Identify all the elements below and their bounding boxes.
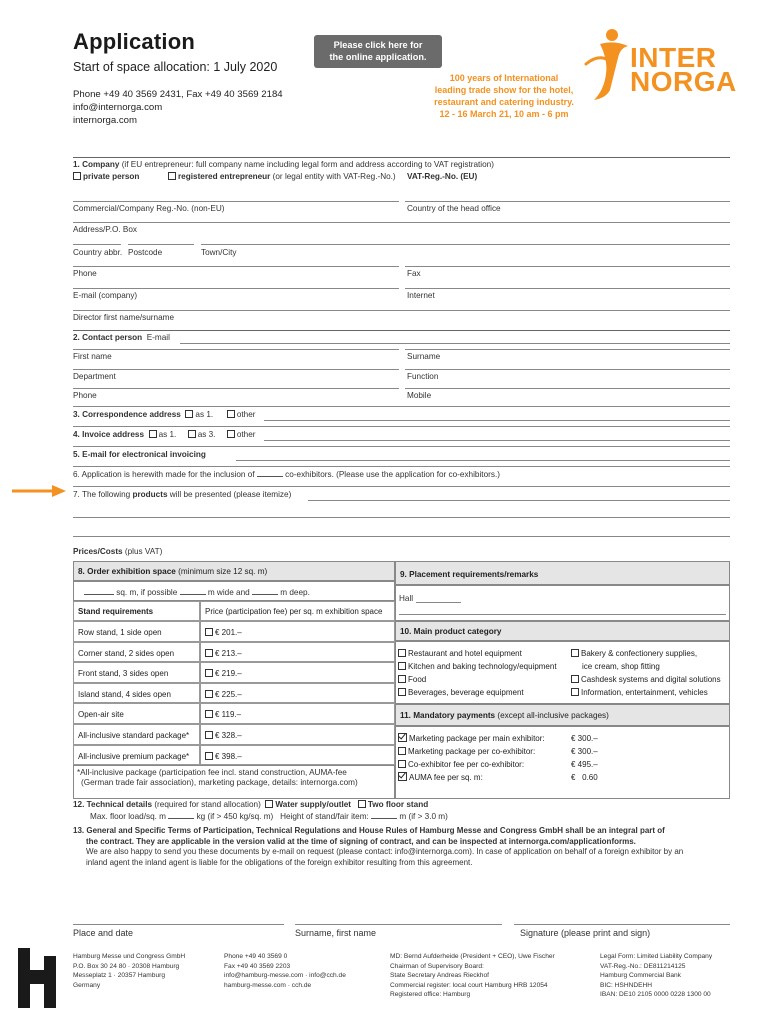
footer-line: Phone +49 40 3569 0 [224,953,288,960]
checkbox-icon[interactable] [571,688,579,696]
checkbox-icon[interactable] [185,410,193,418]
footer-line: Chairman of Supervisory Board: [390,962,484,970]
category-cashdesk[interactable]: Cashdesk systems and digital solutions [571,673,721,686]
footer-line: IBAN: DE10 2105 0000 0228 1300 00 [600,991,711,998]
products-label: 7. The following products will be presented (please itemize) [73,490,292,499]
payment-label: Marketing package per main exhibitor: [409,734,545,743]
invoice-row: 4. Invoice address as 1. as 3. other [73,430,256,439]
footer-line: Registered office: Hamburg [390,991,471,998]
fax-label: Fax [407,269,421,278]
placement-header: 9. Placement requirements/remarks [395,561,730,585]
category-label: Restaurant and hotel equipment [408,649,522,658]
internet-label: Internet [407,291,435,300]
first-name-label: First name [73,352,112,361]
logo-line-1: INTER [630,42,717,73]
payment-amount: € 495.– [571,760,598,769]
footer-management [390,952,555,1000]
tagline-1: 100 years of International [449,73,559,83]
package-note: *All-inclusive package (participation fee incl. stand construction, AUMA-fee (German trade fair association), marketing package, details: internorga.com) [77,768,358,787]
checkbox-icon[interactable] [205,710,213,718]
phone-fax: Phone +49 40 3569 2431, Fax +49 40 3569 2184 [73,89,283,100]
stand-type-label: Front stand, 3 sides open [73,662,200,683]
category-option[interactable] [398,686,557,699]
footer-line: MD: Bernd Aufderheide (President + CEO), Uwe Fischer [390,953,555,960]
category-left-list [398,647,557,699]
payment-amount: € 0.60 [571,773,598,782]
contact-info [73,88,283,127]
tagline [424,72,584,120]
order-space-header: 8. Order exhibition space (minimum size 12 sq. m) [73,561,395,581]
page-title: Application [73,29,195,54]
correspondence-row: 3. Correspondence address as 1. other [73,410,256,419]
footer-line: P.O. Box 30 24 80 · 20308 Hamburg [73,962,180,970]
checkbox-icon[interactable] [398,649,406,657]
checkbox-icon[interactable] [227,410,235,418]
checkbox-icon[interactable] [205,752,213,760]
einvoice-label: 5. E-mail for electronical invoicing [73,450,206,459]
footer-line: BIC: HSHNDEHH [600,981,653,989]
place-date-label: Place and date [73,928,134,938]
stand-price: € 398.– [215,751,242,761]
footer-line: State Secretary Andreas Rieckhof [390,972,489,979]
stand-type-label: All-inclusive premium package* [73,745,200,766]
registered-entrepreneur-option[interactable]: registered entrepreneur (or legal entity with VAT-Reg.-No.) [168,172,396,181]
company-email-label: E-mail (company) [73,291,138,300]
checkbox-icon[interactable] [398,662,406,670]
footer-line: Hamburg Commercial Bank [600,972,681,979]
checkbox-icon[interactable] [265,800,273,808]
stand-price-option[interactable] [200,724,395,745]
stand-price-option[interactable] [200,621,395,642]
category-label: Beverages, beverage equipment [408,688,524,697]
checkbox-icon[interactable] [398,675,406,683]
category-header: 10. Main product category [395,621,730,641]
footer-line: hamburg-messe.com · cch.de [224,981,312,989]
footer-line: Commercial register: local court Hamburg HRB 12054 [390,981,548,989]
mandatory-payment-row[interactable] [398,745,723,758]
category-option[interactable] [398,647,557,660]
hamburg-messe-logo-icon [18,948,56,1008]
technical-row: 12. Technical details (required for stand allocation) Water supply/outlet Two floor stand [73,800,429,809]
checkbox-icon[interactable] [571,649,579,657]
co-exhibitor-row: 6. Application is herewith made for the inclusion of co-exhibitors. (Please use the application for co-exhibitors.) [73,470,500,479]
payment-label: Marketing package per co-exhibitor: [408,747,536,756]
category-label: Kitchen and baking technology/equipment [408,662,557,671]
stand-price: € 201.– [215,628,242,637]
checkbox-icon[interactable] [227,430,235,438]
stand-price: € 225.– [215,689,242,699]
page-subtitle: Start of space allocation: 1 July 2020 [73,60,278,74]
director-label: Director first name/surname [73,313,175,322]
stand-price-option[interactable] [200,745,395,766]
category-information[interactable]: Information, entertainment, vehicles [571,686,721,699]
stand-price-option[interactable] [200,683,395,704]
stand-price-option[interactable] [200,662,395,683]
payment-label: AUMA fee per sq. m: [409,773,483,782]
category-right-list [571,647,721,699]
mandatory-header: 11. Mandatory payments (except all-inclusive packages) [395,704,730,726]
checkbox-icon[interactable] [149,430,157,438]
footer-line: Fax +49 40 3569 2203 [224,962,291,970]
logo-text [630,42,737,97]
stand-price: € 219.– [215,669,242,679]
footer-line: VAT-Reg.-No.: DE811214125 [600,962,686,970]
category-option[interactable] [398,660,557,673]
header-email-link[interactable]: info@internorga.com [73,102,163,113]
stand-type-label: All-inclusive standard package* [73,724,200,745]
placement-box[interactable] [395,585,730,621]
checkbox-icon[interactable] [73,172,81,180]
checked-checkbox-icon[interactable] [398,772,407,781]
checkbox-icon[interactable] [205,690,213,698]
hall-label: Hall [399,594,414,603]
footer-legal [600,952,712,1000]
chef-figure-icon [584,24,634,102]
function-label: Function [407,372,439,381]
mandatory-payment-row[interactable] [398,732,723,745]
stand-type-label: Island stand, 4 sides open [73,683,200,704]
stand-type-label: Open-air site [73,703,200,724]
checkbox-icon[interactable] [205,649,213,657]
commercial-reg-label: Commercial/Company Reg.-No. (non-EU) [73,204,225,213]
name-label: Surname, first name [295,928,377,938]
checkbox-icon[interactable] [398,688,406,696]
stand-price-option[interactable] [200,703,395,724]
checkbox-icon[interactable] [188,430,196,438]
footer-contact [224,952,346,990]
surname-label: Surname [407,352,441,361]
tagline-4: 12 - 16 March 21, 10 am - 6 pm [439,109,569,119]
mandatory-payment-row[interactable] [398,758,723,771]
signature-label: Signature (please print and sign) [520,928,651,938]
stand-req-header: Stand requirements [73,601,200,621]
postcode-label: Postcode [128,248,163,257]
stand-price-option[interactable] [200,642,395,663]
checkbox-icon[interactable] [168,172,176,180]
payment-label: Co-exhibitor fee per co-exhibitor: [408,760,525,769]
country-abbr-label: Country abbr. [73,248,123,257]
stand-price: € 328.– [215,731,242,740]
checkbox-icon[interactable] [398,747,406,755]
mandatory-list [398,732,723,784]
arrow-right-icon [12,485,66,497]
online-application-button[interactable] [314,35,442,68]
checkbox-icon[interactable] [205,628,213,636]
country-head-label: Country of the head office [407,204,501,213]
town-label: Town/City [201,248,237,257]
stand-type-label: Corner stand, 2 sides open [73,642,200,663]
tagline-2: leading trade show for the hotel, [434,85,574,95]
payment-amount: € 300.– [571,734,598,743]
checkbox-icon[interactable] [358,800,366,808]
category-option[interactable] [398,673,557,686]
checkbox-icon[interactable] [205,669,213,677]
category-bakery-cont: ice cream, shop fitting [582,662,660,671]
header-website-link[interactable]: internorga.com [73,115,137,126]
category-label: Food [408,675,427,684]
price-header: Price (participation fee) per sq. m exhibition space [200,601,395,621]
footer-line: Legal Form: Limited Liability Company [600,953,713,960]
mobile-label: Mobile [407,391,432,400]
contact-heading: 2. Contact person E-mail [73,333,170,342]
department-label: Department [73,372,116,381]
payment-amount: € 300.– [571,747,598,756]
checkbox-icon[interactable] [205,731,213,739]
mandatory-payment-row[interactable] [398,771,723,784]
category-bakery[interactable]: Bakery & confectionery supplies, [571,647,721,660]
stand-type-label: Row stand, 1 side open [73,621,200,642]
floor-load-row: Max. floor load/sq. m kg (if > 450 kg/sq. m) Height of stand/fair item: m (if > 3.0 m) [90,812,448,821]
footer-line: Germany [73,981,101,989]
button-line-1: Please click here for [333,40,423,50]
address-label: Address/P.O. Box [73,225,138,234]
logo-line-2: NORGA [630,66,737,97]
checkbox-icon[interactable] [398,760,406,768]
button-line-2: the online application. [329,52,427,62]
checkbox-icon[interactable] [571,675,579,683]
stand-price: € 213.– [215,648,242,658]
footer-line: Hamburg Messe und Congress GmbH [73,953,186,960]
contact-phone-label: Phone [73,391,97,400]
footer-line: info@hamburg-messe.com · info@cch.de [224,972,346,979]
private-person-option[interactable]: private person [73,172,139,181]
tagline-3: restaurant and catering industry. [434,97,574,107]
prices-heading: Prices/Costs (plus VAT) [73,547,163,556]
footer-line: Messeplatz 1 · 20357 Hamburg [73,972,165,979]
space-size-text: sq. m, if possible m wide and m deep. [84,588,310,597]
footer-address [73,952,185,990]
vat-label: VAT-Reg.-No. (EU) [407,172,478,181]
phone-label: Phone [73,269,97,278]
company-heading: 1. Company (if EU entrepreneur: full company name including legal form and address according to VAT registration) [73,160,494,169]
stand-price: € 119.– [215,710,242,720]
checked-checkbox-icon[interactable] [398,733,407,742]
terms-text: 13. General and Specific Terms of Participation, Technical Regulations and House Rules of Hamburg Messe and Congress GmbH shall be an integral part of the contract. They are applicable in the version valid at the time of signing of contract, and can be inspected at internorga.com/applicationforms. We are also happy to send you these documents by e-mail on request (please contact: info@internorga.com). In case of application on behalf of a foreign exhibitor by an inland agent the inland agent is liable for the obligations of the foreign exhibitor resulting from this agreement. [73,826,684,867]
